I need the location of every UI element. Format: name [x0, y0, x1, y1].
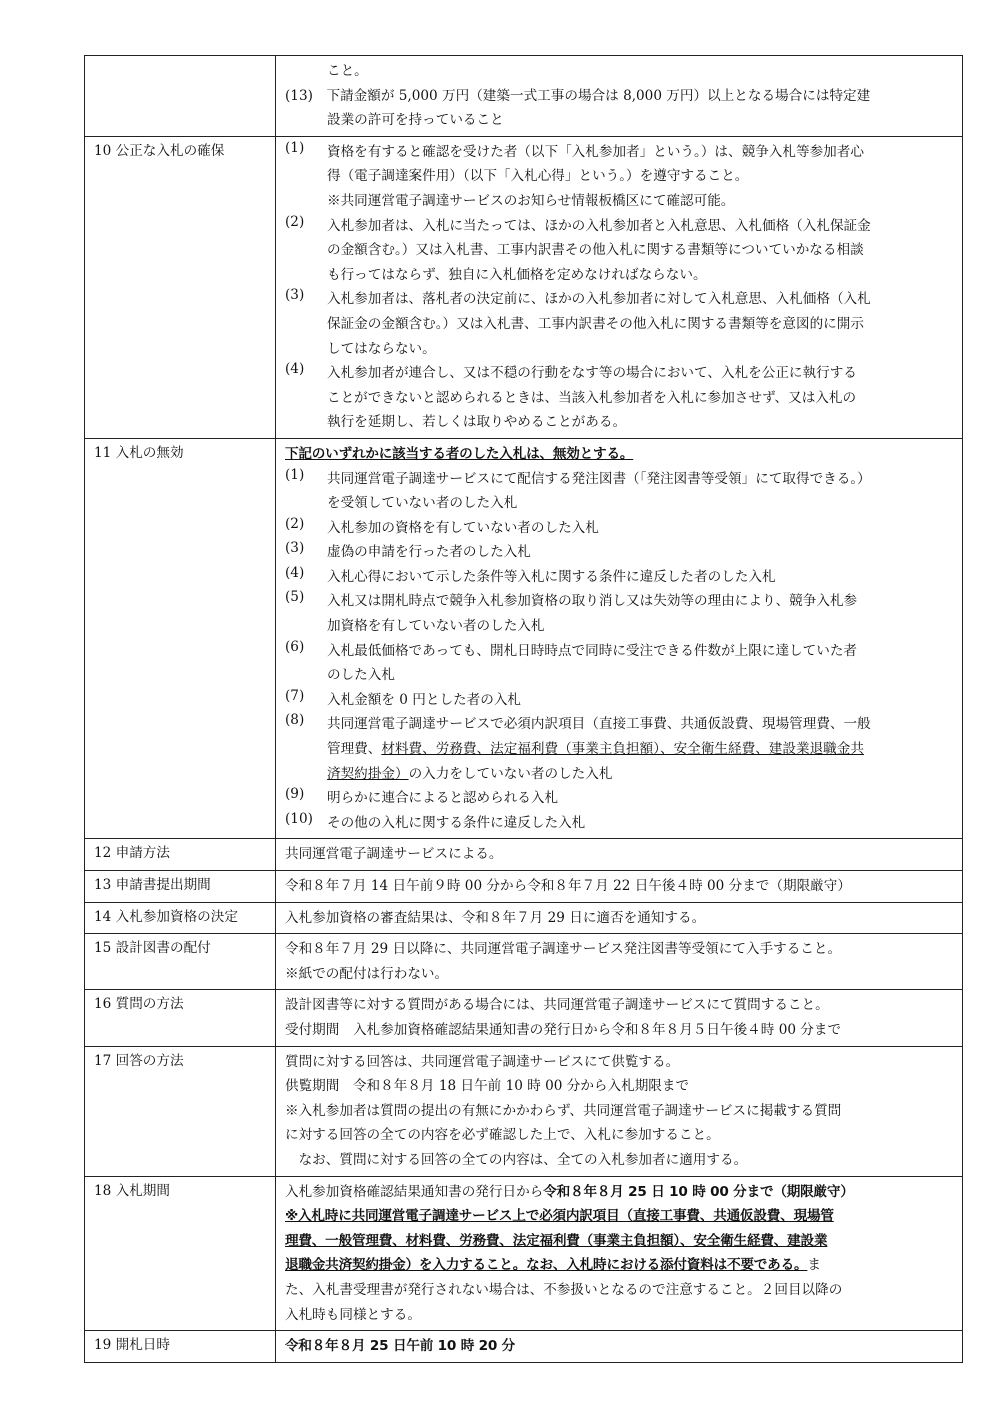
- table-row: [85, 839, 963, 871]
- text-line: 設業の許可を持っていること: [327, 112, 504, 129]
- text-line: 質問に対する回答は、共同運営電子調達サービスにて供覧する。: [285, 1053, 680, 1070]
- text-line: 令和８年７月 29 日以降に、共同運営電子調達サービス発注図書等受領にて入手すること。: [285, 941, 842, 958]
- text-line: ※入札参加者は質問の提出の有無にかかわらず、共同運営電子調達サービスに掲載する質問: [285, 1102, 842, 1119]
- table-row: [85, 934, 963, 990]
- table-row: [85, 1046, 963, 1176]
- row-label: 12 申請方法: [85, 839, 276, 871]
- underlined-text: 済契約掛金）: [327, 765, 409, 782]
- item-number: (3): [285, 287, 305, 304]
- text-line: 令和８年８月 25 日午前 10 時 20 分: [285, 1338, 516, 1355]
- text-line: 入札参加者は、入札に当たっては、ほかの入札参加者と入札意思、入札価格（入札保証金: [327, 217, 871, 234]
- text-line: 資格を有すると確認を受けた者（以下「入札参加者」という。）は、競争入札等参加者心: [327, 143, 864, 160]
- list-item: [285, 565, 956, 590]
- list-item: [285, 361, 956, 435]
- text-line: 入札心得において示した条件等入札に関する条件に違反した者のした入札: [327, 568, 776, 585]
- text-line: なお、質問に対する回答の全ての内容は、全ての入札参加者に適用する。: [285, 1151, 748, 1168]
- text-line: 虚偽の申請を行った者のした入札: [327, 544, 531, 561]
- text-span: ま: [807, 1257, 821, 1274]
- row-content: [276, 990, 963, 1046]
- text-span: の入力をしていない者のした入札: [408, 765, 613, 782]
- text-line: [327, 762, 871, 787]
- row-label: 11 入札の無効: [85, 438, 276, 839]
- item-number: (10): [285, 810, 313, 827]
- item-number: (7): [285, 687, 305, 704]
- item-number: (5): [285, 589, 305, 606]
- text-line: こと。: [327, 63, 368, 79]
- table-row: [85, 990, 963, 1046]
- row-content: [276, 438, 963, 839]
- text-line: 保証金の金額含む。）又は入札書、工事内訳書その他入札に関する書類等を意図的に開示: [327, 315, 864, 332]
- list-item: [285, 516, 956, 541]
- text-line: (13) 下請金額が 5,000 万円（建築一式工事の場合は 8,000 万円）以上となる場合には特定建: [285, 87, 871, 104]
- text-line: 明らかに連合によると認められる入札: [327, 790, 559, 807]
- item-number: (9): [285, 786, 305, 803]
- item-number: (3): [285, 540, 305, 557]
- text-line: のした入札: [327, 667, 395, 684]
- row-content: [276, 1176, 963, 1331]
- row-label: 10 公正な入札の確保: [85, 136, 276, 438]
- table-row: [85, 1176, 963, 1331]
- row-content: [276, 136, 963, 438]
- item-number: (4): [285, 564, 305, 581]
- list-item: [285, 712, 956, 786]
- table-row: [85, 902, 963, 934]
- text-line: に対する回答の全ての内容を必ず確認した上で、入札に参加すること。: [285, 1127, 720, 1144]
- text-line: 入札金額を 0 円とした者の入札: [327, 691, 522, 708]
- text-line: 令和８年７月 14 日午前９時 00 分から令和８年７月 22 日午後４時 00 分まで（期限厳守）: [285, 878, 851, 894]
- item-number: (1): [285, 139, 305, 156]
- list-item: [285, 811, 956, 836]
- table-row: [85, 56, 963, 137]
- list-item: [285, 467, 956, 516]
- item-number: (8): [285, 712, 305, 729]
- text-line: [327, 737, 871, 762]
- row-label: 18 入札期間: [85, 1176, 276, 1331]
- item-number: (4): [285, 361, 305, 378]
- table-row: [85, 1331, 963, 1363]
- section-heading: 下記のいずれかに該当する者のした入札は、無効とする。: [285, 445, 634, 462]
- item-number: (2): [285, 213, 305, 230]
- text-line: 供覧期間 令和８年８月 18 日午前 10 時 00 分から入札期限まで: [285, 1078, 690, 1095]
- text-line: 設計図書等に対する質問がある場合には、共同運営電子調達サービスにて質問すること。: [285, 997, 829, 1014]
- item-number: (6): [285, 638, 305, 655]
- row-label: 14 入札参加資格の決定: [85, 902, 276, 934]
- row-content: [276, 1331, 963, 1363]
- text-line: 理費、一般管理費、材料費、労務費、法定福利費（事業主負担額）、安全衛生経費、建設業: [285, 1232, 828, 1249]
- text-line: 入札時も同様とする。: [285, 1306, 421, 1323]
- text-line: 共同運営電子調達サービスで必須内訳項目（直接工事費、共通仮設費、現場管理費、一般: [327, 716, 871, 733]
- list-item: [285, 688, 956, 713]
- text-line: の金額含む。）又は入札書、工事内訳書その他入札に関する書類等についていかなる相談: [327, 242, 864, 259]
- text-line: [285, 1180, 956, 1205]
- row-label: 16 質問の方法: [85, 990, 276, 1046]
- text-line: た、入札書受理書が発行されない場合は、不参扱いとなるので注意すること。２回目以降の: [285, 1281, 843, 1298]
- list-item: [285, 540, 956, 565]
- text-span: 入札参加資格確認結果通知書の発行日から: [285, 1183, 544, 1200]
- text-line: も行ってはならず、独自に入札価格を定めなければならない。: [327, 266, 707, 283]
- text-line: [285, 1253, 956, 1278]
- text-line: ことができないと認められるときは、当該入札参加者を入札に参加させず、又は入札の: [327, 389, 857, 406]
- list-item: [285, 786, 956, 811]
- bold-text: 令和８年８月 25 日 10 時 00 分まで（期限厳守）: [543, 1183, 854, 1200]
- text-line: 加資格を有していない者のした入札: [327, 618, 545, 635]
- text-line: ※共同運営電子調達サービスのお知らせ情報板橋区にて確認可能。: [327, 192, 735, 209]
- list-item: [285, 214, 956, 288]
- text-line: 入札最低価格であっても、開札日時時点で同時に受注できる件数が上限に達していた者: [327, 642, 858, 659]
- row-content: [276, 1046, 963, 1176]
- list-item: [285, 639, 956, 688]
- bold-text: 退職金共済契約掛金）を入力すること。なお、入札時における添付資料は不要である。: [285, 1257, 808, 1274]
- table-row: [85, 136, 963, 438]
- text-line: ※入札時に共同運営電子調達サービス上で必須内訳項目（直接工事費、共通仮設費、現場管: [285, 1208, 834, 1225]
- row-label: [85, 56, 276, 137]
- text-line: 得（電子調達案件用）（以下「入札心得」という。）を遵守すること。: [327, 168, 749, 185]
- document-table: [84, 55, 963, 1363]
- text-line: 受付期間 入札参加資格確認結果通知書の発行日から令和８年８月５日午後４時 00 分まで: [285, 1021, 842, 1038]
- text-line: 入札参加の資格を有していない者のした入札: [327, 519, 599, 536]
- row-content: [276, 934, 963, 990]
- text-line: してはならない。: [327, 340, 436, 357]
- list-item: [285, 287, 956, 361]
- text-line: 入札参加者は、落札者の決定前に、ほかの入札参加者に対して入札意思、入札価格（入札: [327, 291, 871, 308]
- list-item: [285, 140, 956, 214]
- row-content: [276, 902, 963, 934]
- text-line: 入札又は開札時点で競争入札参加資格の取り消し又は失効等の理由により、競争入札参: [327, 593, 858, 610]
- row-content: [276, 56, 963, 137]
- text-line: その他の入札に関する条件に違反した入札: [327, 814, 586, 831]
- text-line: ※紙での配付は行わない。: [285, 965, 449, 982]
- table-row: [85, 871, 963, 903]
- item-number: (1): [285, 466, 305, 483]
- row-label: 15 設計図書の配付: [85, 934, 276, 990]
- row-content: [276, 871, 963, 903]
- text-span: 管理費、: [327, 741, 382, 758]
- list-item: [285, 589, 956, 638]
- text-line: を受領していない者のした入札: [327, 495, 518, 512]
- underlined-text: 材料費、労務費、法定福利費（事業主負担額）、安全衛生経費、建設業退職金共: [381, 741, 864, 758]
- text-line: 入札参加資格の審査結果は、令和８年７月 29 日に適否を通知する。: [285, 909, 706, 926]
- text-line: 共同運営電子調達サービスによる。: [285, 846, 503, 863]
- text-line: 入札参加者が連合し、又は不穏の行動をなす等の場合において、入札を公正に執行する: [327, 365, 857, 382]
- item-number: (2): [285, 515, 305, 532]
- text-line: 共同運営電子調達サービスにて配信する発注図書（「発注図書等受領」にて取得できる。）: [327, 470, 871, 487]
- row-label: 19 開札日時: [85, 1331, 276, 1363]
- table-row: [85, 438, 963, 839]
- row-label: 17 回答の方法: [85, 1046, 276, 1176]
- row-content: [276, 839, 963, 871]
- row-label: 13 申請書提出期間: [85, 871, 276, 903]
- text-line: 執行を延期し、若しくは取りやめることがある。: [327, 414, 627, 431]
